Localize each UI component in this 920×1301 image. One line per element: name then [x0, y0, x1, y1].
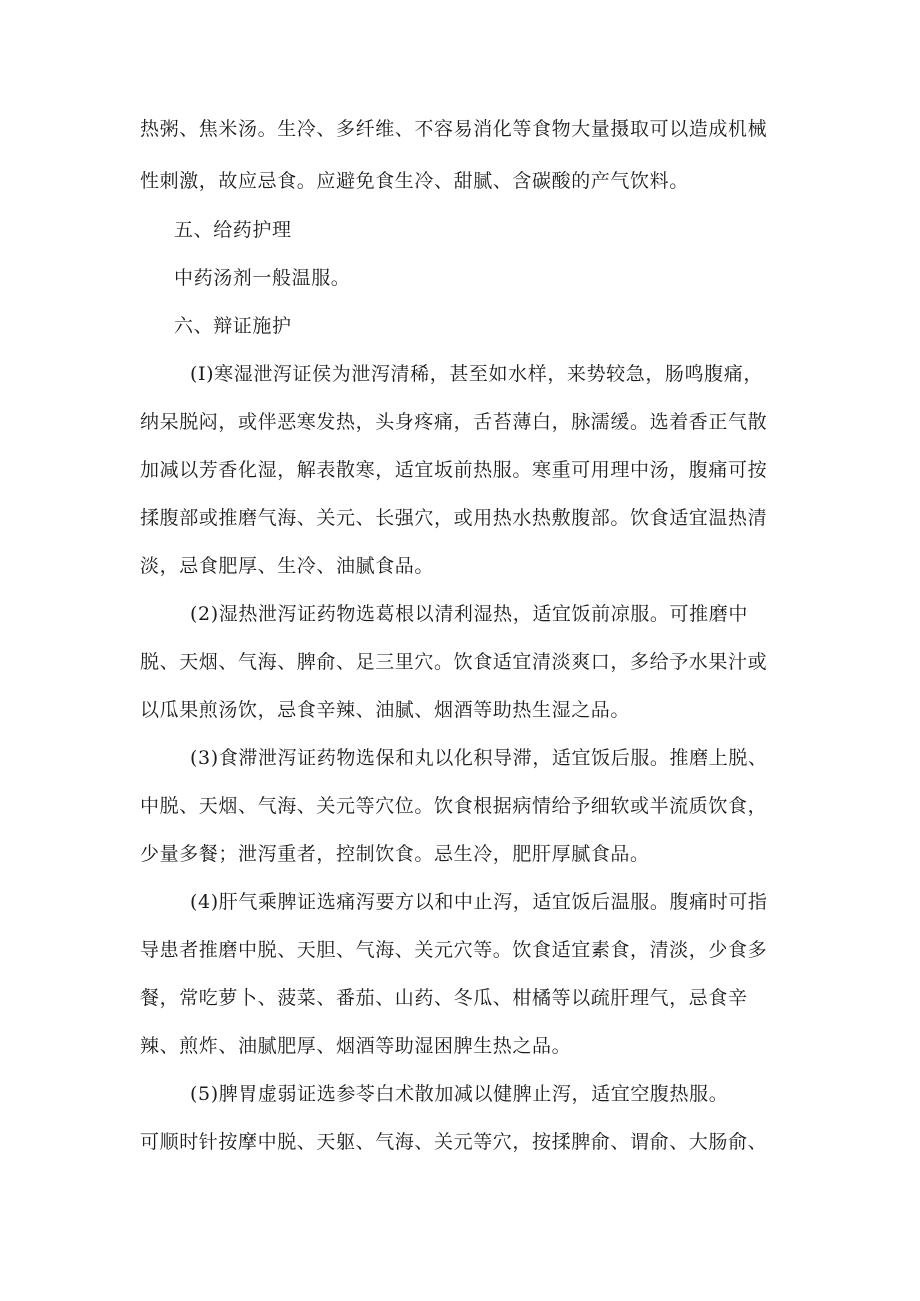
text-line: 脱、天烟、气海、脾俞、足三里穴。饮食适宜清淡爽口，多给予水果汁或 [140, 651, 768, 673]
text-line: 少量多餐；泄泻重者，控制饮食。忌生冷，肥肝厚腻食品。 [140, 843, 650, 865]
text-line: 五、给药护理 [174, 219, 292, 241]
text-line: 餐，常吃萝卜、菠菜、番茄、山药、冬瓜、柑橘等以疏肝理气，忌食辛 [140, 987, 748, 1009]
text-line: 热粥、焦米汤。生冷、多纤维、不容易消化等食物大量摄取可以造成机械 [140, 118, 768, 140]
text-line: 性刺激，故应忌食。应避免食生冷、甜腻、含碳酸的产气饮料。 [140, 170, 689, 192]
text-line: 辣、煎炸、油腻肥厚、烟酒等助湿困脾生热之品。 [140, 1035, 572, 1057]
text-line: 淡，忌食肥厚、生冷、油腻食品。 [140, 555, 435, 577]
text-line: (4)肝气乘脾证选痛泻要方以和中止泻，适宜饭后温服。腹痛时可指 [190, 891, 768, 913]
text-line: 揉腹部或推磨气海、关元、长强穴，或用热水热敷腹部。饮食适宜温热清 [140, 507, 768, 529]
text-line: 导患者推磨中脱、天胆、气海、关元穴等。饮食适宜素食，清淡，少食多 [140, 939, 768, 961]
text-line: 以瓜果煎汤饮，忌食辛辣、油腻、烟酒等助热生湿之品。 [140, 699, 631, 721]
text-line: (5)脾胃虚弱证选参苓白术散加减以健脾止泻，适宜空腹热服。 [190, 1083, 729, 1105]
text-line: 中药汤剂一般温服。 [174, 267, 351, 289]
text-line: (3)食滞泄泻证药物选保和丸以化积导滞，适宜饭后服。推磨上脱、 [190, 747, 768, 769]
text-line: (2)湿热泄泻证药物选葛根以清利湿热，适宜饭前凉服。可推磨中 [190, 603, 748, 625]
text-line: 可顺时针按摩中脱、天躯、气海、关元等穴，按揉脾俞、谓俞、大肠俞、 [140, 1131, 768, 1153]
text-line: 纳呆脱闷，或伴恶寒发热，头身疼痛，舌苔薄白，脉濡缓。选着香正气散 [140, 411, 768, 433]
text-line: 中脱、天烟、气海、关元等穴位。饮食根据病情给予细软或半流质饮食， [140, 795, 768, 817]
text-line: 六、辩证施护 [174, 315, 292, 337]
text-line: (I)寒湿泄泻证侯为泄泻清稀，甚至如水样，来势较急，肠鸣腹痛， [190, 363, 763, 385]
text-line: 加减以芳香化湿，解表散寒，适宜坂前热服。寒重可用理中汤，腹痛可按 [140, 459, 768, 481]
